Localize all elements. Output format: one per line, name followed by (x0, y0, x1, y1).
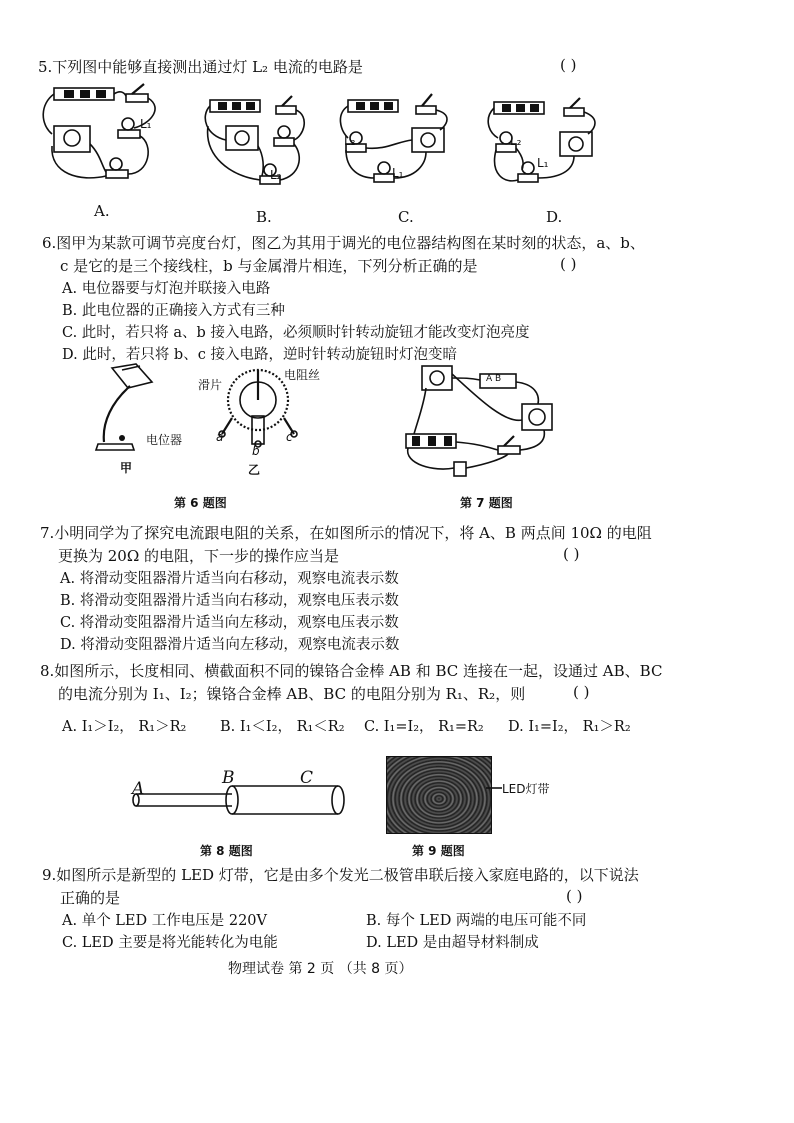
q9-option-d[interactable]: D. LED 是由超导材料制成 (366, 935, 539, 951)
q5-option-a[interactable]: A. (94, 202, 110, 220)
q8-option-c[interactable]: C. I₁=I₂， R₁=R₂ (364, 719, 484, 735)
q7-option-c[interactable]: C. 将滑动变阻器滑片适当向左移动，观察电压表示数 (60, 615, 399, 631)
q7-option-b[interactable]: B. 将滑动变阻器滑片适当向右移动，观察电压表示数 (60, 593, 399, 609)
q7-option-a[interactable]: A. 将滑动变阻器滑片适当向右移动，观察电流表示数 (60, 571, 399, 587)
q6-fig-yi-label: 乙 (248, 463, 261, 477)
q7-ab-label: A B (486, 374, 502, 384)
q9-answer-blank[interactable]: ( ) (566, 887, 583, 905)
q8-point-b: B (222, 768, 235, 788)
q5-option-c[interactable]: C. (398, 208, 414, 226)
q6-option-a[interactable]: A. 电位器要与灯泡并联接入电路 (62, 281, 271, 297)
q6-resistance-wire-label: 电阻丝 (284, 368, 321, 382)
q8-option-b[interactable]: B. I₁＜I₂， R₁＜R₂ (220, 719, 345, 735)
q8-option-a[interactable]: A. I₁＞I₂， R₁＞R₂ (62, 719, 187, 735)
q7-caption: 第 7 题图 (460, 496, 513, 510)
q9-option-b[interactable]: B. 每个 LED 两端的电压可能不同 (366, 913, 587, 929)
q6-caption: 第 6 题图 (174, 496, 227, 510)
q7-option-d[interactable]: D. 将滑动变阻器滑片适当向左移动，观察电流表示数 (60, 637, 400, 653)
q8-point-c: C (300, 768, 314, 788)
q7-answer-blank[interactable]: ( ) (563, 545, 580, 563)
q8-stem-line1: 8.如图所示，长度相同、横截面积不同的镍铬合金棒 AB 和 BC 连接在一起，设通过 AB、BC (40, 662, 663, 680)
q9-led-strip-photo (386, 756, 492, 834)
q9-option-a[interactable]: A. 单个 LED 工作电压是 220V (62, 913, 268, 929)
q5-d-l2-label: L₂ (510, 134, 522, 148)
q5-circuit-a (40, 84, 170, 194)
q8-point-a: A (132, 779, 145, 799)
q8-caption: 第 8 题图 (200, 844, 253, 858)
q9-stem-line1: 9.如图所示是新型的 LED 灯带，它是由多个发光二极管串联后接入家庭电路的，以下说法 (42, 866, 639, 884)
q6-terminal-b: b (252, 444, 260, 458)
q6-stem-line1: 6.图甲为某款可调节亮度台灯，图乙为其用于调光的电位器结构图在某时刻的状态，a、b、 (42, 234, 645, 252)
q7-stem-line1: 7.小明同学为了探究电流跟电阻的关系，在如图所示的情况下，将 A、B 两点间 10Ω 的电阻 (40, 524, 652, 542)
q5-a-l1-label: L₁ (140, 117, 152, 131)
q8-stem-line2: 的电流分别为 I₁、I₂；镍铬合金棒 AB、BC 的电阻分别为 R₁、R₂，则 (58, 685, 526, 703)
q9-option-c[interactable]: C. LED 主要是将光能转化为电能 (62, 935, 278, 951)
q7-circuit-figure (404, 364, 564, 488)
q6-terminal-c: c (286, 430, 293, 444)
q9-caption: 第 9 题图 (412, 844, 465, 858)
q5-answer-blank[interactable]: ( ) (560, 56, 577, 74)
q6-answer-blank[interactable]: ( ) (560, 255, 577, 273)
q6-option-c[interactable]: C. 此时，若只将 a、b 接入电路，必须顺时针转动旋钮才能改变灯泡亮度 (62, 325, 530, 341)
q9-stem-line2: 正确的是 (60, 889, 121, 907)
q5-option-b[interactable]: B. (256, 208, 272, 226)
q6-stem-line2: c 是它的是三个接线柱，b 与金属滑片相连，下列分析正确的是 (60, 257, 478, 275)
q5-circuit-b (200, 96, 320, 196)
q6-slider-label: 滑片 (198, 378, 223, 392)
q6-terminal-a: a (216, 430, 224, 444)
q5-d-l1-label: L₁ (537, 156, 549, 170)
q7-stem-line2: 更换为 20Ω 的电阻，下一步的操作应当是 (58, 547, 340, 565)
q5-stem: 5.下列图中能够直接测出通过灯 L₂ 电流的电路是 (38, 58, 363, 76)
page-footer: 物理试卷 第 2 页 （共 8 页） (228, 961, 413, 977)
q5-circuit-d (484, 98, 604, 198)
q6-potentiometer-label: 电位器 (146, 433, 183, 447)
q9-led-label: LED灯带 (502, 782, 550, 796)
q6-option-b[interactable]: B. 此电位器的正确接入方式有三种 (62, 303, 285, 319)
q6-option-d[interactable]: D. 此时，若只将 b、c 接入电路，逆时针转动旋钮时灯泡变暗 (62, 347, 457, 363)
q5-option-d[interactable]: D. (546, 208, 563, 226)
q8-rods-figure (128, 784, 348, 824)
q6-fig-jia-label: 甲 (120, 461, 133, 475)
q5-c-l2-label: L₂ (344, 134, 356, 148)
q5-c-l1-label: L₁ (392, 166, 404, 180)
q8-option-d[interactable]: D. I₁=I₂， R₁＞R₂ (508, 719, 631, 735)
q5-b-l2-label: L₂ (270, 168, 282, 182)
q8-answer-blank[interactable]: ( ) (573, 683, 590, 701)
